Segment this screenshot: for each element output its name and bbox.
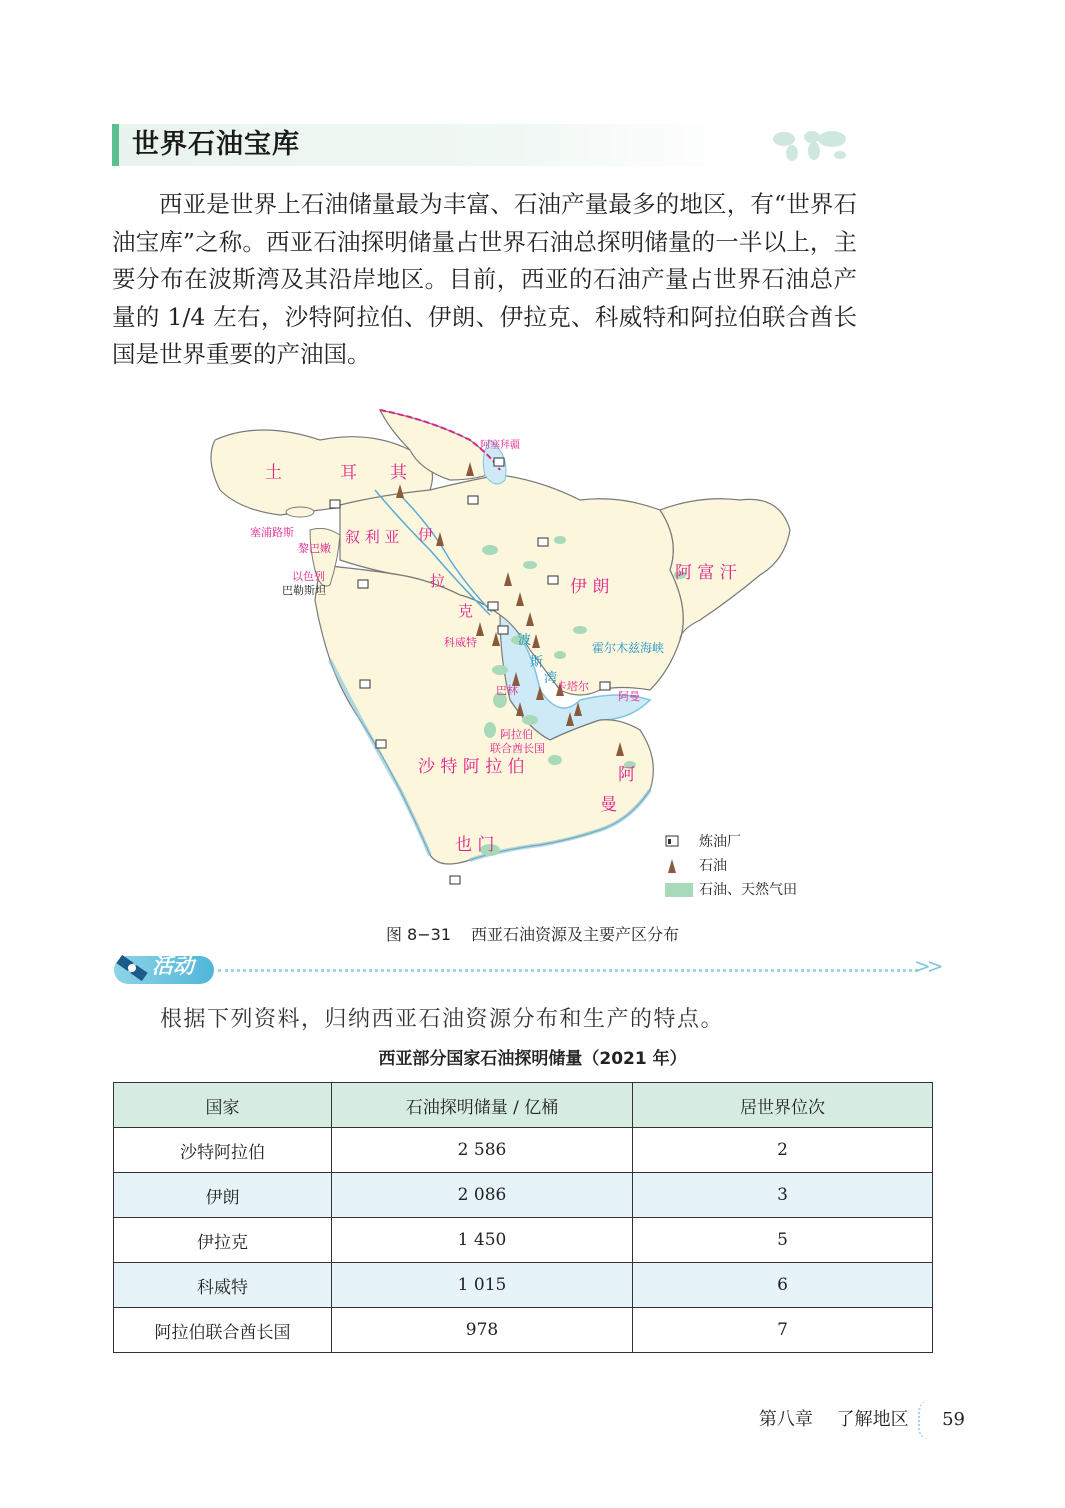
oil-reserves-table [113, 1082, 933, 1353]
legend-field-label: 石油、天然气田 [699, 882, 797, 898]
label-oman-2: 曼 [600, 795, 617, 815]
footer-chapter: 第八章 [758, 1409, 813, 1430]
table-row [114, 1263, 933, 1308]
table-row [114, 1128, 933, 1173]
refinery-icon [665, 835, 679, 847]
activity-banner [114, 952, 944, 988]
table-title: 西亚部分国家石油探明储量（2021 年） [378, 1049, 687, 1069]
activity-dotted-line [218, 969, 918, 972]
activity-label: 活动 [152, 954, 194, 978]
oil-gas-field-icon [665, 883, 693, 897]
legend-refinery-label: 炼油厂 [699, 834, 741, 850]
cell-country: 伊朗 [114, 1173, 332, 1218]
footer-separator [918, 1400, 930, 1440]
label-uae-2: 联合酋长国 [490, 742, 545, 755]
label-afghanistan: 阿 富 汗 [675, 563, 737, 583]
label-azerbaijan: 阿塞拜疆 [480, 440, 520, 451]
activity-instruction: 根据下列资料，归纳西亚石油资源分布和生产的特点。 [160, 1007, 725, 1032]
oil-derrick-icon [665, 859, 679, 873]
label-iran: 伊 朗 [570, 577, 610, 597]
cell-rank: 2 [633, 1128, 933, 1173]
cell-reserves: 978 [332, 1308, 633, 1353]
legend-refinery [665, 830, 797, 854]
map-legend [665, 830, 797, 902]
section-accent-bar [112, 124, 119, 166]
cell-reserves: 1 450 [332, 1218, 633, 1263]
table-header-row [114, 1083, 933, 1128]
map-caption [0, 922, 1065, 945]
label-gulf-1: 波 [518, 633, 532, 648]
label-gulf-2: 斯 [530, 655, 544, 670]
label-iraq-2: 拉 [430, 572, 446, 590]
caption-number: 图 8−31 [385, 925, 452, 944]
label-oman-1: 阿 [618, 765, 635, 785]
label-kuwait: 科威特 [444, 636, 477, 649]
cell-country: 伊拉克 [114, 1218, 332, 1263]
label-iraq-1: 伊 [418, 526, 434, 544]
footer-chapter-title: 了解地区 [836, 1409, 909, 1430]
cell-reserves: 1 015 [332, 1263, 633, 1308]
label-hormuz: 霍尔木兹海峡 [592, 641, 665, 655]
label-syria: 叙 利 亚 [345, 528, 400, 546]
cell-reserves: 2 086 [332, 1173, 633, 1218]
caption-text: 西亚石油资源及主要产区分布 [471, 925, 680, 944]
header-reserves: 石油探明储量 / 亿桶 [332, 1083, 633, 1128]
header-rank: 居世界位次 [633, 1083, 933, 1128]
table-row [114, 1218, 933, 1263]
cell-country: 阿拉伯联合酋长国 [114, 1308, 332, 1353]
label-lebanon: 黎巴嫩 [298, 542, 331, 555]
page-number: 59 [942, 1409, 965, 1430]
section-title: 世界石油宝库 [132, 129, 300, 160]
table-row [114, 1308, 933, 1353]
intro-paragraph: 西亚是世界上石油储量最为丰富、石油产量最多的地区，有“世界石油宝库”之称。西亚石油探明储量占世界石油总探明储量的一半以上，主要分布在波斯湾及其沿岸地区。目前，西亚的石油产量占世界石油总产量的 1/4 左右，沙特阿拉伯、伊朗、伊拉克、科威特和阿拉伯联合酋长国是世界重要的产油国。 [112, 190, 857, 368]
label-uae-1: 阿拉伯 [500, 728, 533, 741]
cell-country: 科威特 [114, 1263, 332, 1308]
label-turkey-2: 耳 [340, 463, 357, 483]
world-map-decoration-icon [770, 125, 852, 165]
label-israel: 以色列 [292, 570, 325, 583]
cell-rank: 7 [633, 1308, 933, 1353]
satellite-icon [114, 952, 154, 986]
label-iraq-3: 克 [458, 602, 474, 620]
cell-country: 沙特阿拉伯 [114, 1128, 332, 1173]
legend-oil [665, 854, 797, 878]
label-saudi: 沙 特 阿 拉 伯 [418, 757, 525, 777]
label-turkey-3: 其 [390, 463, 407, 483]
legend-field [665, 878, 797, 902]
cell-reserves: 2 586 [332, 1128, 633, 1173]
map-graphic [200, 400, 860, 900]
west-asia-oil-map [200, 400, 860, 900]
page-footer [759, 1400, 965, 1440]
label-qatar: 卡塔尔 [556, 680, 589, 693]
cell-rank: 5 [633, 1218, 933, 1263]
label-cyprus: 塞浦路斯 [250, 526, 294, 539]
label-yemen: 也 门 [455, 835, 495, 855]
double-chevron-icon: >> [914, 954, 940, 978]
cell-rank: 6 [633, 1263, 933, 1308]
header-country: 国家 [114, 1083, 332, 1128]
label-oman-small: 阿曼 [618, 690, 640, 703]
cell-rank: 3 [633, 1173, 933, 1218]
label-turkey-1: 土 [265, 463, 282, 483]
label-bahrain: 巴林 [496, 684, 518, 697]
table-row [114, 1173, 933, 1218]
section-header [112, 124, 852, 166]
cyprus-island [286, 507, 314, 517]
label-gulf-3: 湾 [544, 671, 558, 686]
label-palestine: 巴勒斯坦 [282, 584, 326, 597]
legend-oil-label: 石油 [699, 858, 727, 874]
